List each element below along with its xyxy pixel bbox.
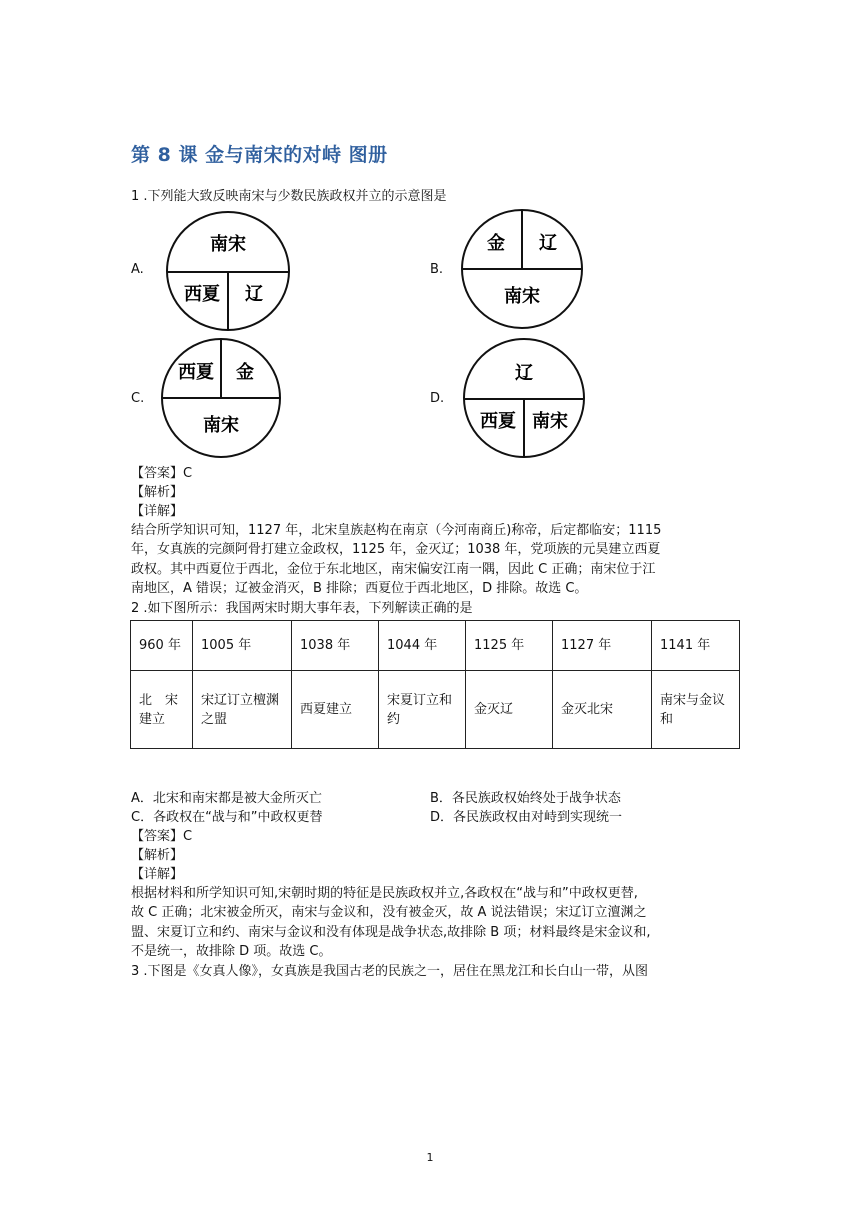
option-c-letter: C. <box>131 391 145 406</box>
table-row-events <box>131 671 740 749</box>
option-c-region-2: 金 <box>236 362 254 383</box>
table-cell-year: 1038 年 <box>292 621 379 671</box>
q2-option-a: A．北宋和南宋都是被大金所灭亡 <box>131 791 322 806</box>
q1-explanation <box>131 521 741 598</box>
option-d-region-3: 南宋 <box>532 411 568 432</box>
table-cell-event: 宋辽订立檀渊之盟 <box>193 671 292 749</box>
q2-explanation-line: 故 C 正确；北宋被金所灭，南宋与金议和，没有被金灭，故 A 说法错误；宋辽订立澶渊之 <box>131 905 647 921</box>
q2-option-b: B．各民族政权始终处于战争状态 <box>430 791 621 806</box>
table-cell-event: 金灭北宋 <box>553 671 652 749</box>
table-cell-event: 西夏建立 <box>292 671 379 749</box>
question-3-stem: 3 .下图是《女真人像》，女真族是我国古老的民族之一，居住在黑龙江和长白山一带，从图 <box>131 964 649 979</box>
page-title: 第 8 课 金与南宋的对峙 图册 <box>131 144 388 166</box>
table-row-years <box>131 621 740 671</box>
q2-detail-label: 【详解】 <box>131 867 184 882</box>
q2-explanation <box>131 884 741 961</box>
option-c-region-3: 南宋 <box>203 415 239 436</box>
option-a-diagram <box>164 209 292 333</box>
option-b-region-3: 南宋 <box>504 286 540 307</box>
q1-explanation-line: 南地区，A 错误；辽被金消灭，B 排除；西夏位于西北地区，D 排除。故选 C。 <box>131 580 588 596</box>
table-cell-year: 960 年 <box>131 621 193 671</box>
q2-explanation-line: 不是统一，故排除 D 项。故选 C。 <box>131 943 332 959</box>
table-cell-event: 南宋与金议和 <box>652 671 740 749</box>
q2-answer: 【答案】C <box>131 829 193 844</box>
q1-analysis-label: 【解析】 <box>131 485 184 500</box>
question-1-stem: 1 .下列能大致反映南宋与少数民族政权并立的示意图是 <box>131 189 447 204</box>
option-b-region-1: 金 <box>487 233 505 254</box>
q1-explanation-line: 年，女真族的完颜阿骨打建立金政权，1125 年，金灭辽；1038 年，党项族的元昊建立西夏 <box>131 542 661 558</box>
table-cell-event: 宋夏订立和约 <box>379 671 466 749</box>
table-cell-year: 1127 年 <box>553 621 652 671</box>
option-a-region-3: 辽 <box>245 284 263 305</box>
option-d-letter: D. <box>430 391 445 406</box>
q1-answer: 【答案】C <box>131 466 193 481</box>
option-b-diagram <box>459 207 585 331</box>
option-b-region-2: 辽 <box>539 233 557 254</box>
table-cell-year: 1044 年 <box>379 621 466 671</box>
option-a-letter: A. <box>131 262 144 277</box>
option-d-diagram <box>461 336 587 460</box>
table-cell-event: 金灭辽 <box>466 671 553 749</box>
q1-explanation-line: 政权。其中西夏位于西北，金位于东北地区，南宋偏安江南一隅，因此 C 正确；南宋位于江 <box>131 561 656 577</box>
q1-detail-label: 【详解】 <box>131 504 184 519</box>
q2-explanation-line: 根据材料和所学知识可知,宋朝时期的特征是民族政权并立,各政权在“战与和”中政权更替, <box>131 886 638 901</box>
option-b-letter: B. <box>430 262 444 277</box>
q2-option-d: D．各民族政权由对峙到实现统一 <box>430 810 623 825</box>
table-cell-year: 1125 年 <box>466 621 553 671</box>
table-cell-year: 1141 年 <box>652 621 740 671</box>
option-c-region-1: 西夏 <box>178 362 214 383</box>
q2-explanation-line: 盟、宋夏订立和约、南宋与金议和没有体现是战争状态,故排除 B 项；材料最终是宋金议和, <box>131 924 651 940</box>
events-timeline-table <box>130 620 740 749</box>
q2-option-c: C．各政权在“战与和”中政权更替 <box>131 810 323 825</box>
option-a-region-2: 西夏 <box>184 284 220 305</box>
q1-explanation-line: 结合所学知识可知，1127 年，北宋皇族赵构在南京（今河南商丘)称帝，后定都临安；1115 <box>131 523 662 538</box>
option-d-region-1: 辽 <box>515 363 533 384</box>
option-d-region-2: 西夏 <box>480 411 516 432</box>
q2-analysis-label: 【解析】 <box>131 848 184 863</box>
option-a-region-1: 南宋 <box>210 234 246 255</box>
question-2-stem: 2 .如下图所示：我国两宋时期大事年表，下列解读正确的是 <box>131 601 473 616</box>
table-cell-year: 1005 年 <box>193 621 292 671</box>
page-number: 1 <box>426 1151 434 1164</box>
table-cell-event: 北 宋建立 <box>131 671 193 749</box>
option-c-diagram <box>159 336 283 460</box>
